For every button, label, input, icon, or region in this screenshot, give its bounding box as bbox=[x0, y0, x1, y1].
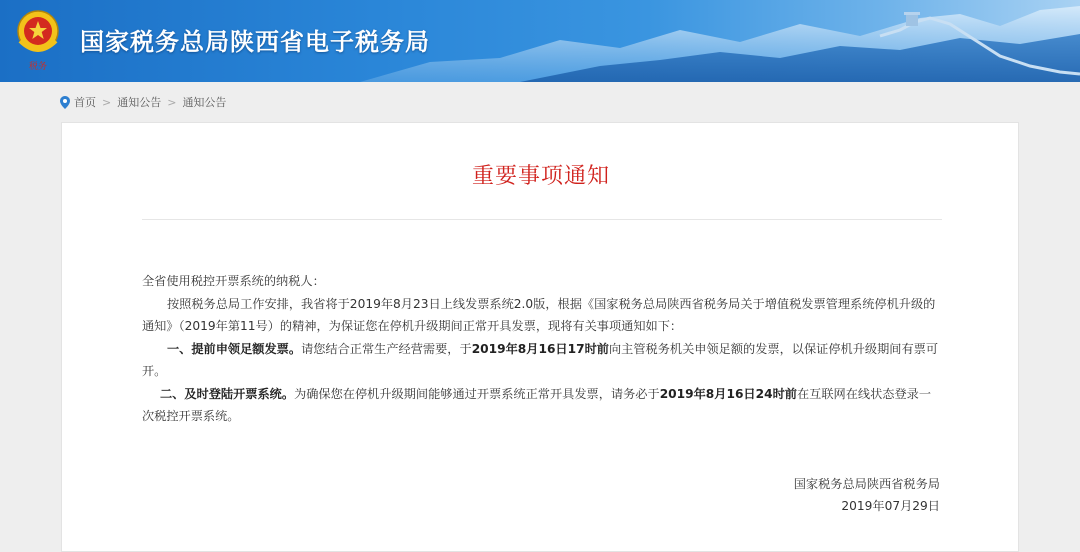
notice-greeting: 全省使用税控开票系统的纳税人： bbox=[142, 274, 325, 288]
item-text: 在互联网在线状态登录一次税控开票系统。 bbox=[142, 386, 932, 423]
notice-item-1 bbox=[142, 338, 942, 383]
signature-org: 国家税务总局陕西省税务局 bbox=[793, 477, 940, 491]
item-heading: 及时登陆开票系统。 bbox=[184, 386, 295, 401]
item-deadline: 2019年8月16日24时前 bbox=[659, 386, 797, 401]
signature-date: 2019年07月29日 bbox=[841, 499, 940, 513]
tax-emblem-icon bbox=[12, 7, 64, 73]
item-number: 二、 bbox=[160, 386, 185, 401]
breadcrumb-notices-link[interactable]: 通知公告 bbox=[117, 96, 162, 109]
breadcrumb-home-link[interactable]: 首页 bbox=[74, 96, 96, 109]
item-heading: 提前申领足额发票。 bbox=[191, 341, 302, 356]
item-text: 为确保您在停机升级期间能够通过开票系统正常开具发票，请务必于 bbox=[294, 386, 660, 401]
breadcrumb-current: 通知公告 bbox=[182, 96, 227, 109]
item-number: 一、 bbox=[167, 341, 192, 356]
item-text: 请您结合正常生产经营需要，于 bbox=[301, 341, 472, 356]
site-title[interactable]: 国家税务总局陕西省电子税务局 bbox=[80, 28, 430, 56]
site-header bbox=[0, 0, 1080, 82]
breadcrumb-separator: > bbox=[102, 95, 112, 109]
breadcrumb-separator: > bbox=[167, 95, 177, 109]
location-pin-icon bbox=[60, 96, 70, 109]
notice-card bbox=[61, 122, 1019, 552]
item-text: 向主管税务机关申领足额的发票，以保证停机升级期间有票可开。 bbox=[142, 341, 939, 378]
notice-signature bbox=[794, 473, 940, 517]
item-deadline: 2019年8月16日17时前 bbox=[471, 341, 609, 356]
notice-item-2 bbox=[142, 383, 942, 428]
notice-body bbox=[142, 270, 942, 428]
breadcrumb bbox=[60, 94, 226, 110]
svg-text:税务: 税务 bbox=[28, 62, 48, 72]
notice-paragraph: 按照税务总局工作安排，我省将于2019年8月23日上线发票系统2.0版，根据《国家税务总局陕西省税务局关于增值税发票管理系统停机升级的通知》（2019年第11号）的精神，为保证您在停机升级期间正常开具发票，现将有关事项通知如下： bbox=[142, 296, 936, 333]
notice-title: 重要事项通知 bbox=[471, 164, 610, 189]
title-divider bbox=[142, 219, 942, 220]
